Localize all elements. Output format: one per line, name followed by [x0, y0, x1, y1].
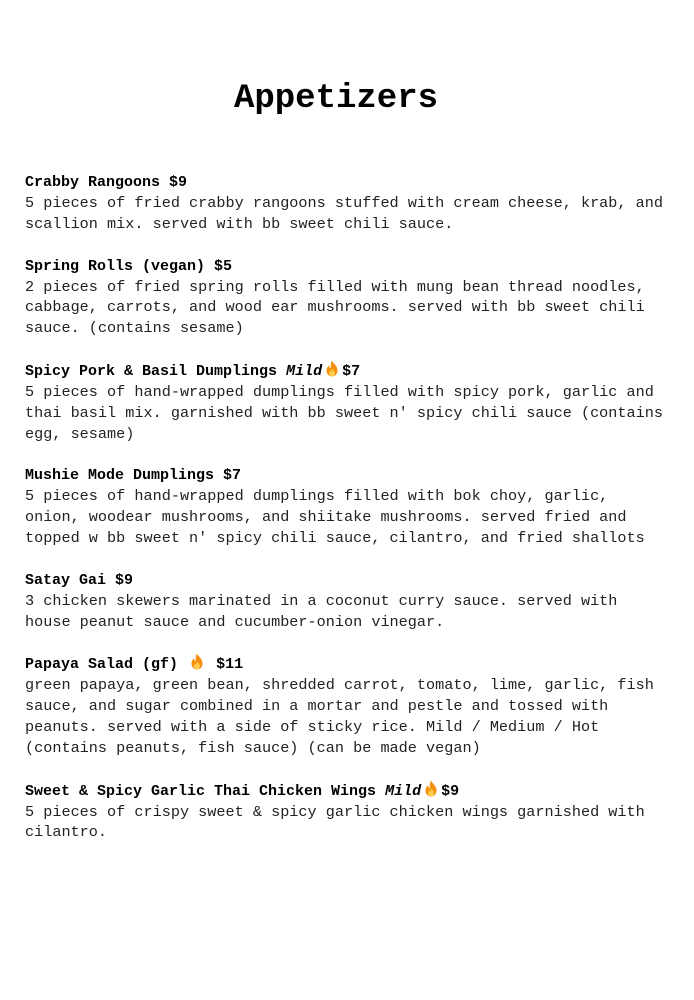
item-name: Spring Rolls (vegan)	[25, 257, 206, 275]
item-price: $9	[169, 174, 188, 191]
fire-icon	[423, 780, 439, 797]
item-description: green papaya, green bean, shredded carrot, tomato, lime, garlic, fish sauce, and sugar combined in a mortar and pestle and tossed with peanuts. served with a side of sticky rice. Mild / Medium / Hot (contains peanuts, fish sauce) (can be made vegan)	[25, 676, 654, 757]
appetizer-menu	[25, 172, 665, 864]
spice-level: Mild	[286, 362, 323, 380]
item-name: Mushie Mode Dumplings	[25, 467, 215, 485]
fire-icon	[324, 360, 340, 377]
item-description: 5 pieces of crispy sweet & spicy garlic chicken wings garnished with cilantro.	[25, 802, 645, 842]
menu-item	[25, 172, 665, 235]
item-description: 5 pieces of hand-wrapped dumplings filled with bok choy, garlic, onion, woodear mushrooms, and shiitake mushrooms. served fried and topped w bb sweet n' spicy chili sauce, cilantro, and fried shallots	[25, 487, 645, 547]
item-description: 5 pieces of hand-wrapped dumplings filled with spicy pork, garlic and thai basil mix. garnished with bb sweet n' spicy chili sauce (contains egg, sesame)	[25, 382, 663, 443]
item-description: 2 pieces of fried spring rolls filled with mung bean thread noodles, cabbage, carrots, and wood ear mushrooms. served with bb sweet chili sauce. (contains sesame)	[25, 277, 645, 338]
item-name: Papaya Salad (gf)	[25, 656, 179, 674]
menu-item	[25, 256, 665, 339]
item-header	[25, 653, 665, 675]
fire-icon	[189, 653, 205, 670]
item-header	[25, 256, 665, 277]
item-price: $9	[115, 571, 134, 589]
item-name: Satay Gai	[25, 571, 107, 589]
spice-level: Mild	[385, 782, 422, 800]
item-price: $9	[441, 782, 460, 800]
item-price: $7	[223, 467, 242, 485]
item-name: Sweet & Spicy Garlic Thai Chicken Wings	[25, 782, 377, 800]
menu-item	[25, 653, 665, 758]
item-name: Crabby Rangoons	[25, 174, 161, 191]
item-header	[25, 465, 665, 486]
menu-item	[25, 360, 665, 444]
menu-item	[25, 465, 665, 548]
item-header	[25, 780, 665, 802]
item-header	[25, 570, 665, 591]
menu-item	[25, 780, 665, 844]
page-title: Appetizers	[233, 80, 439, 118]
item-price: $5	[214, 257, 233, 275]
item-description: 5 pieces of fried crabby rangoons stuffed with cream cheese, krab, and scallion mix. served with bb sweet chili sauce.	[25, 194, 663, 233]
item-price: $7	[342, 362, 361, 380]
item-header	[25, 172, 665, 193]
item-name: Spicy Pork & Basil Dumplings	[25, 362, 278, 380]
item-price: $11	[216, 656, 244, 674]
item-header	[25, 360, 665, 382]
menu-item	[25, 570, 665, 633]
item-description: 3 chicken skewers marinated in a coconut curry sauce. served with house peanut sauce and cucumber-onion vinegar.	[25, 591, 618, 631]
